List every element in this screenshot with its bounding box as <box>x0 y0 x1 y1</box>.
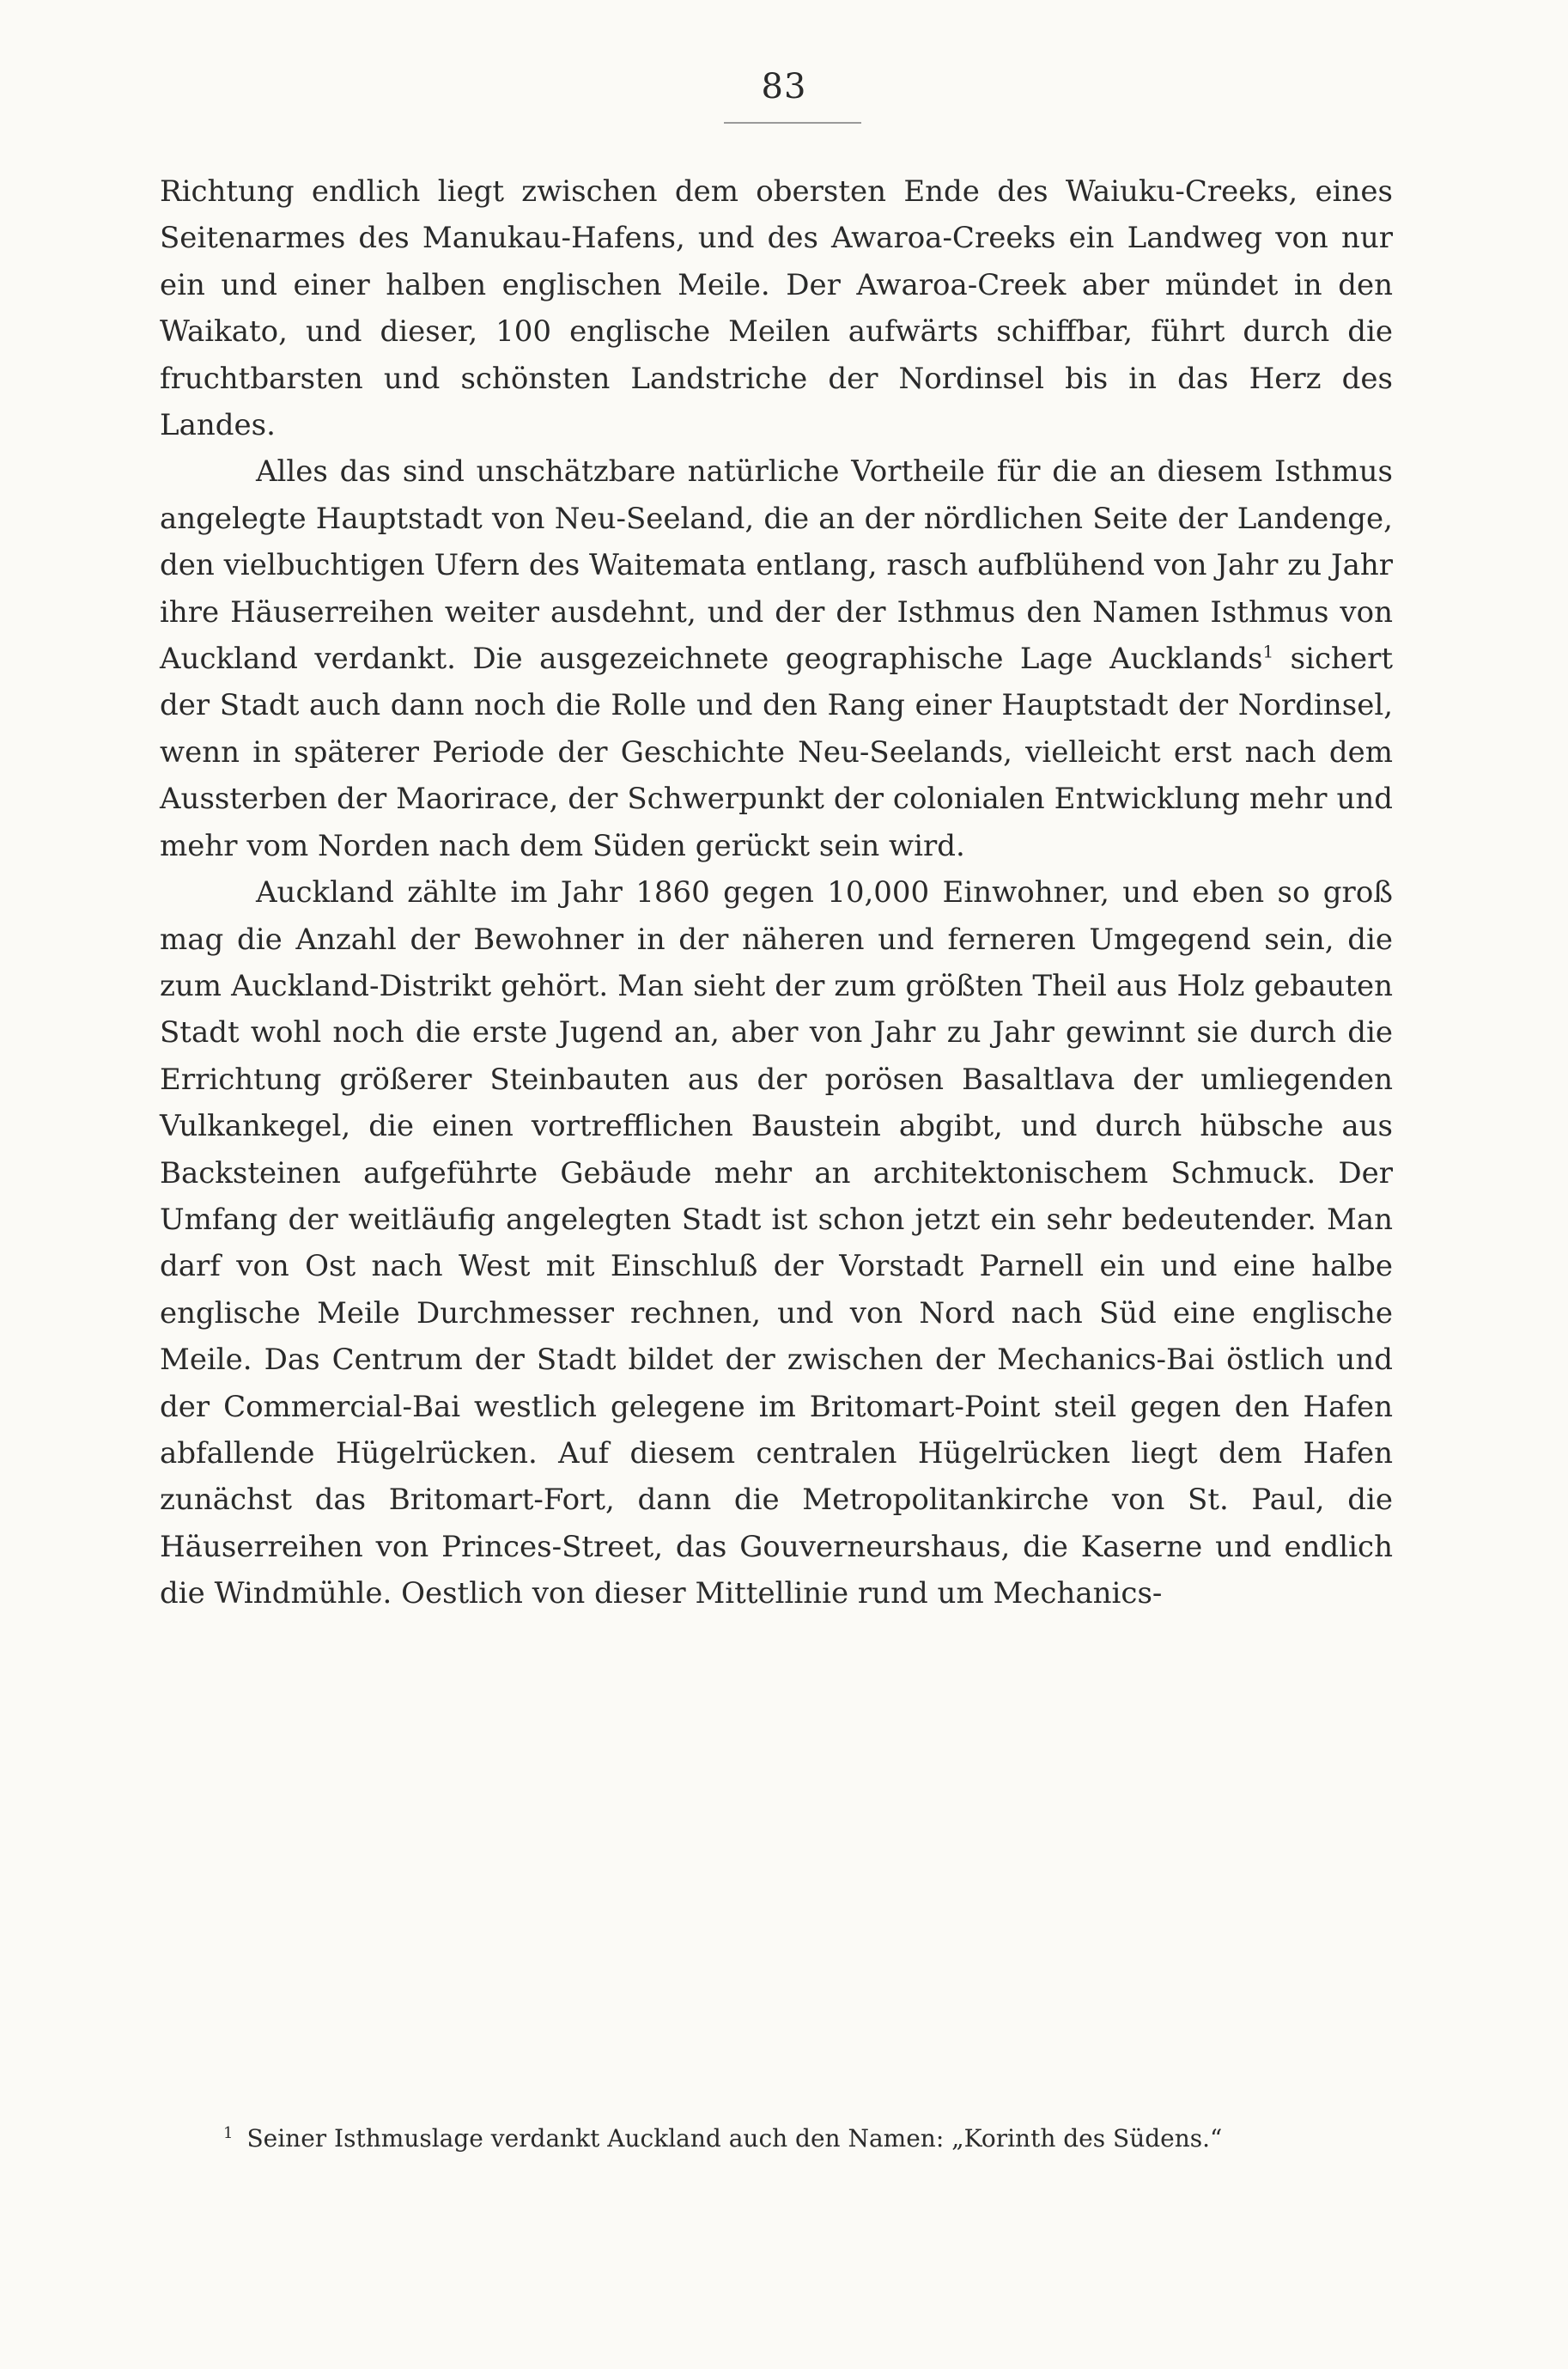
paragraph-1: Richtung endlich liegt zwischen dem obersten Ende des Waiuku-Creeks, eines Seitenarmes des Manukau-Hafens, und des Awaroa-Creeks ein Landweg von nur ein und einer halben englischen Meile. Der Awaroa-Creek aber mündet in den Waikato, und dieser, 100 englische Meilen aufwärts schiffbar, führt durch die fruchtbarsten und schönsten Landstriche der Nordinsel bis in das Herz des Landes. <box>160 174 1393 443</box>
footnote <box>223 2122 1393 2156</box>
paragraph-2-part-1: Alles das sind unschätzbare natürliche Vortheile für die an diesem Isthmus angelegte Hauptstadt von Neu-Seeland, die an der nördlichen Seite der Landenge, den vielbuchtigen Ufern des Waitemata entlang, rasch aufblühend von Jahr zu Jahr ihre Häuserreihen weiter ausdehnt, und der der Isthmus den Namen Isthmus von Auckland verdankt. Die ausgezeichnete geographische Lage Aucklands <box>160 454 1393 677</box>
footnote-text: Seiner Isthmuslage verdankt Auckland auch den Namen: „Korinth des Südens.“ <box>246 2124 1223 2153</box>
header-rule <box>724 122 861 124</box>
body-text <box>160 168 1393 1617</box>
paragraph-2-part-2: sichert der Stadt auch dann noch die Rolle und den Rang einer Hauptstadt der Nordinsel, wenn in späterer Periode der Geschichte Neu-Seelands, vielleicht erst nach dem Aussterben der Maorirace, der Schwerpunkt der colonialen Entwicklung mehr und mehr vom Norden nach dem Süden gerückt sein wird. <box>160 642 1393 863</box>
footnote-marker: 1 <box>223 2123 234 2142</box>
paragraph-3: Auckland zählte im Jahr 1860 gegen 10,000 Einwohner, und eben so groß mag die Anzahl der Bewohner in der näheren und ferneren Umgegend sein, die zum Auckland-Distrikt gehört. Man sieht der zum größten Theil aus Holz gebauten Stadt wohl noch die erste Jugend an, aber von Jahr zu Jahr gewinnt sie durch die Errichtung größerer Steinbauten aus der porösen Basaltlava der umliegenden Vulkankegel, die einen vortrefflichen Baustein abgibt, und durch hübsche aus Backsteinen aufgeführte Gebäude mehr an architektonischem Schmuck. Der Umfang der weitläufig angelegten Stadt ist schon jetzt ein sehr bedeutender. Man darf von Ost nach West mit Einschluß der Vorstadt Parnell ein und eine halbe englische Meile Durchmesser rechnen, und von Nord nach Süd eine englische Meile. Das Centrum der Stadt bildet der zwischen der Mechanics-Bai östlich und der Commercial-Bai westlich gelegene im Britomart-Point steil gegen den Hafen abfallende Hügelrücken. Auf diesem centralen Hügelrücken liegt dem Hafen zunächst das Britomart-Fort, dann die Metropolitankirche von St. Paul, die Häuserreihen von Princes-Street, das Gouverneurshaus, die Kaserne und endlich die Windmühle. Oestlich von dieser Mittellinie rund um Mechanics- <box>160 875 1393 1611</box>
page-number: 83 <box>761 67 807 107</box>
footnote-reference: 1 <box>1262 641 1274 662</box>
paragraph-2 <box>160 448 1393 869</box>
